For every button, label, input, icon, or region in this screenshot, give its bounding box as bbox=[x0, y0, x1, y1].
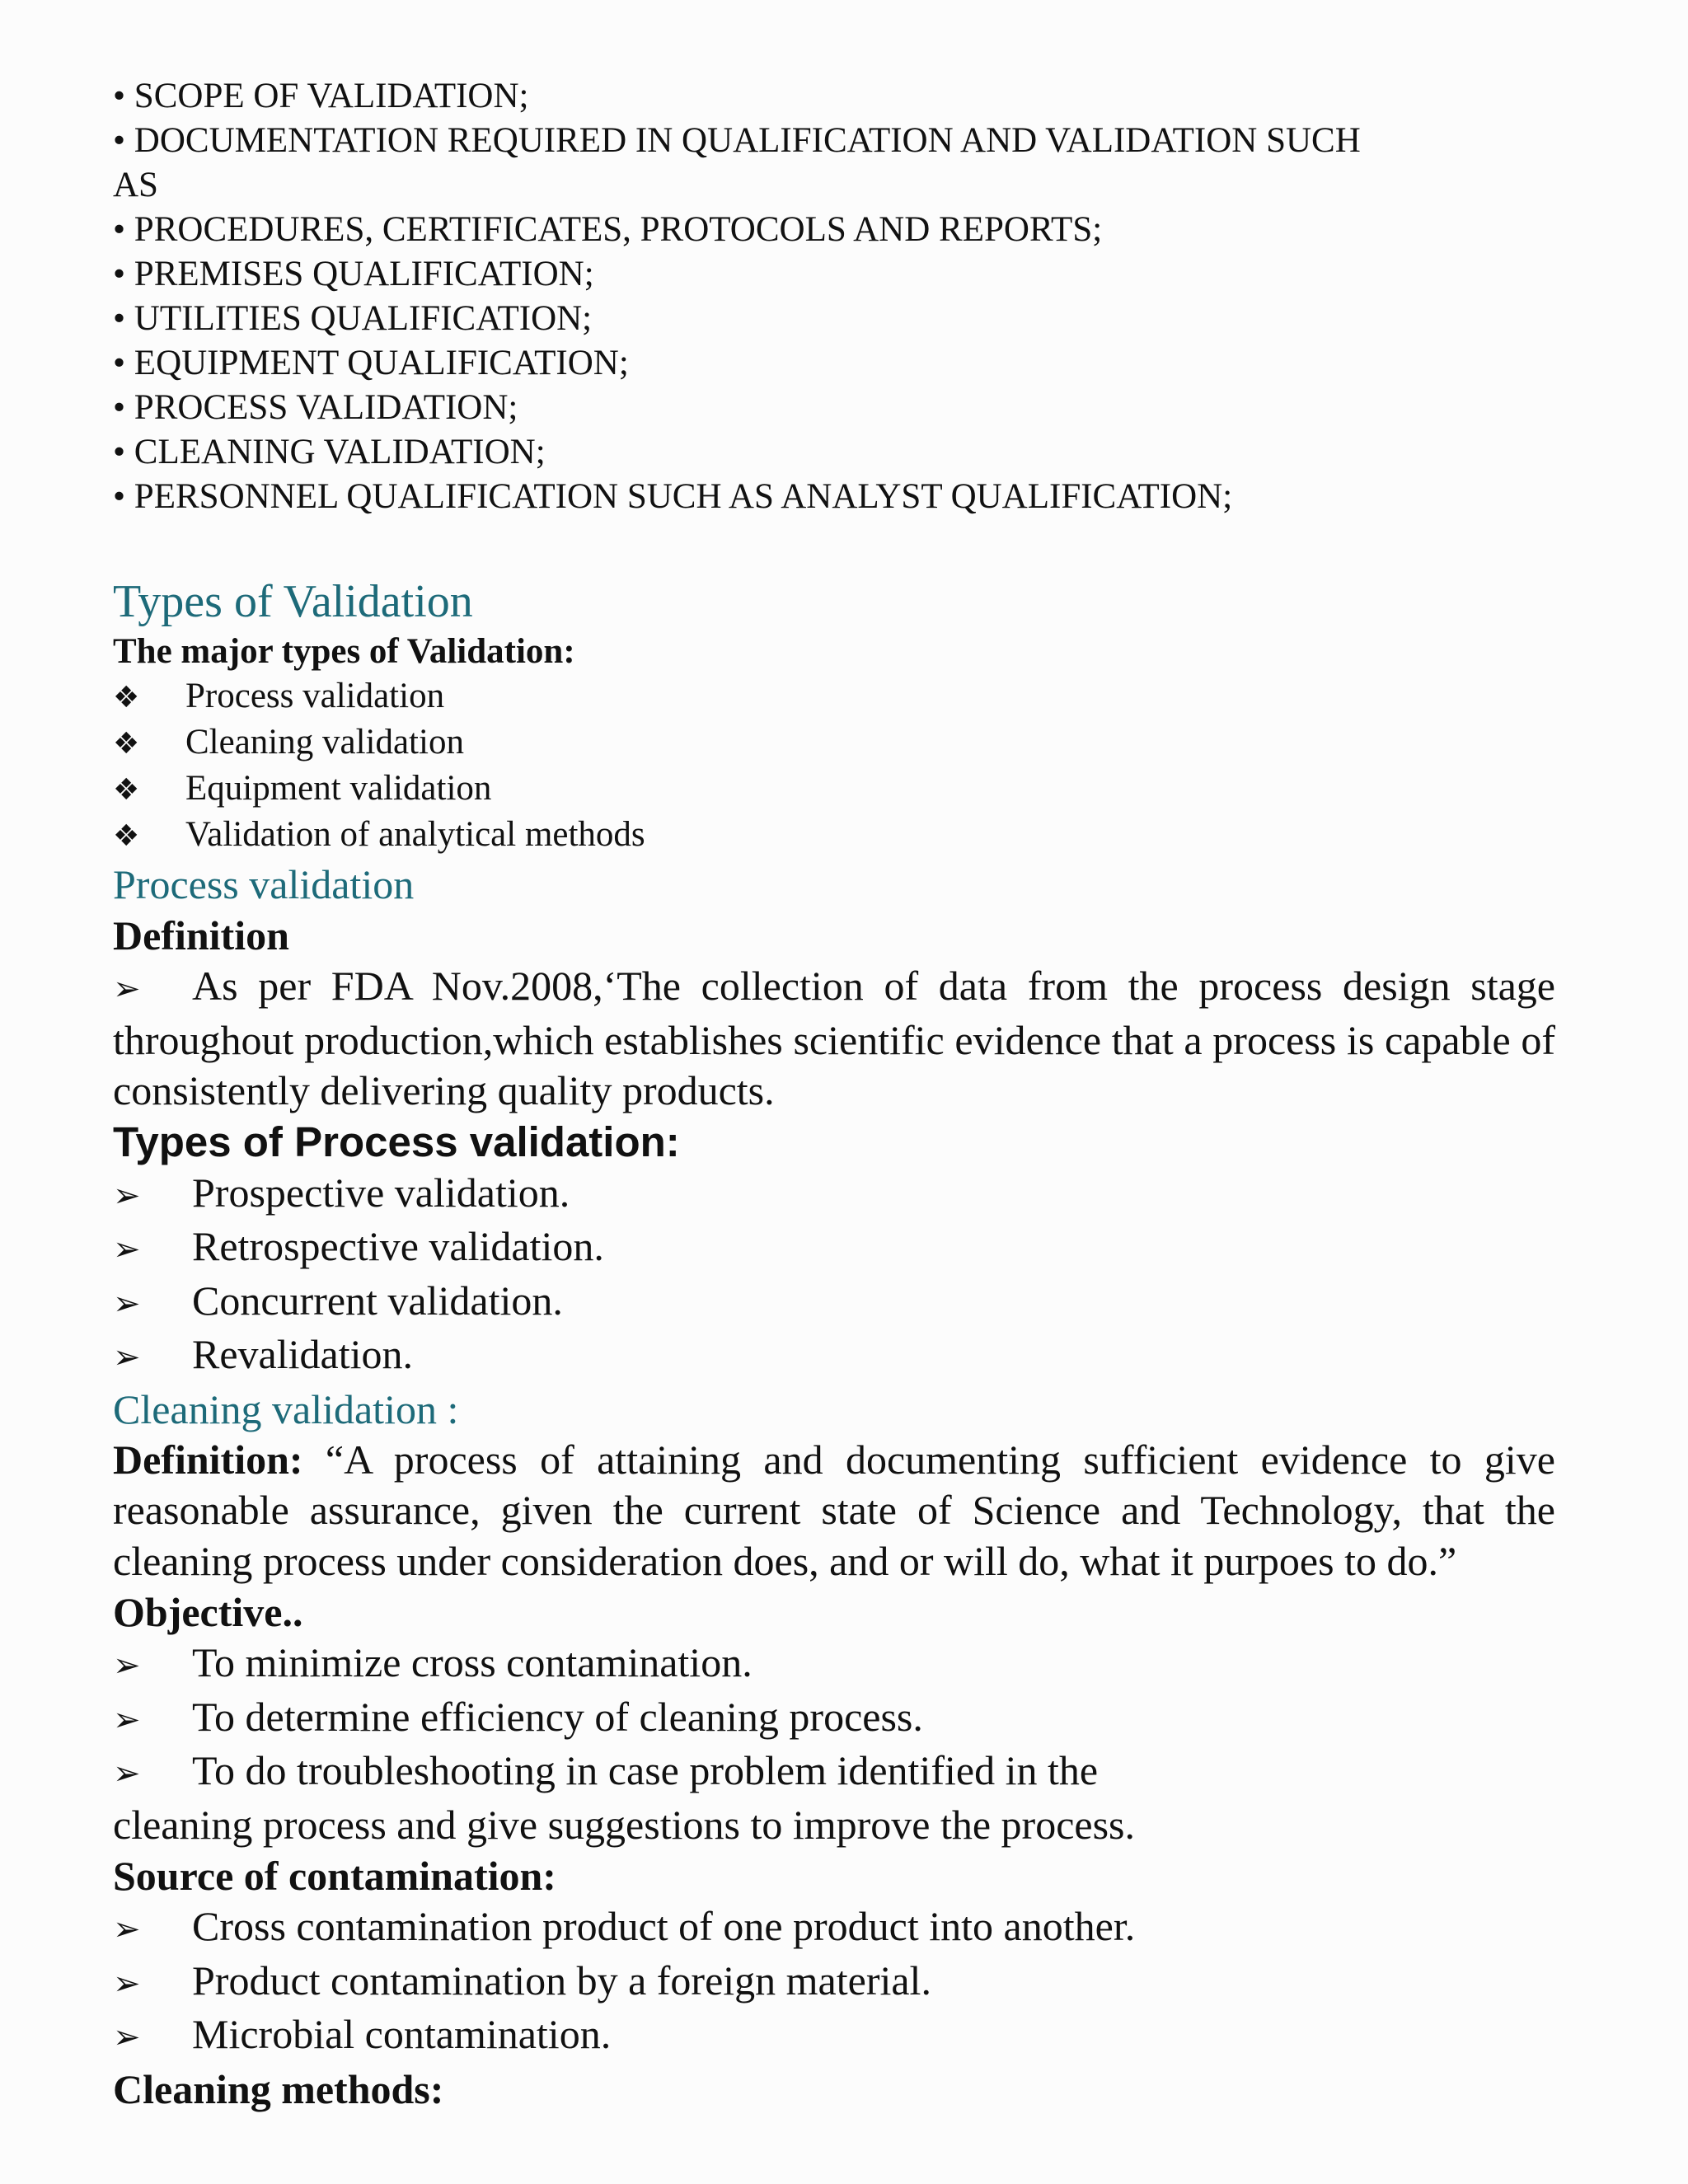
scope-item: • SCOPE OF VALIDATION; bbox=[113, 77, 529, 115]
types-of-validation-heading: Types of Validation bbox=[113, 576, 473, 627]
list-item bbox=[113, 766, 1555, 813]
document-page bbox=[113, 74, 1555, 2115]
arrow-bullet-icon: ➢ bbox=[113, 1964, 141, 2003]
list-item bbox=[113, 2009, 1555, 2064]
objective-label: Objective.. bbox=[113, 1589, 303, 1635]
list-item-label: Product contamination by a foreign material. bbox=[192, 1957, 931, 2004]
list-item bbox=[113, 813, 1555, 859]
source-of-contamination-label: Source of contamination: bbox=[113, 1853, 556, 1899]
process-validation-types-list bbox=[113, 1168, 1555, 1384]
list-item bbox=[113, 1746, 1555, 1800]
list-item-label: Revalidation. bbox=[192, 1331, 413, 1377]
diamond-bullet-icon: ❖ bbox=[113, 773, 140, 807]
scope-item: • PERSONNEL QUALIFICATION SUCH AS ANALYST QUALIFICATION; bbox=[113, 477, 1233, 516]
cleaning-validation-heading: Cleaning validation : bbox=[113, 1385, 459, 1432]
sources-list bbox=[113, 1901, 1555, 2064]
scope-item: • PREMISES QUALIFICATION; bbox=[113, 255, 594, 293]
list-item-label: Process validation bbox=[185, 677, 445, 715]
arrow-bullet-icon: ➢ bbox=[113, 1910, 141, 1948]
arrow-bullet-icon: ➢ bbox=[113, 1338, 141, 1376]
definition-label: Definition bbox=[113, 912, 289, 958]
scope-item: • DOCUMENTATION REQUIRED IN QUALIFICATION AND VALIDATION SUCH bbox=[113, 121, 1361, 160]
validation-types-list bbox=[113, 674, 1555, 859]
list-item bbox=[113, 1168, 1555, 1222]
scope-item: • CLEANING VALIDATION; bbox=[113, 433, 546, 471]
arrow-bullet-icon: ➢ bbox=[113, 1755, 141, 1793]
scope-item: AS bbox=[113, 166, 158, 204]
process-validation-heading: Process validation bbox=[113, 861, 415, 907]
arrow-bullet-icon: ➢ bbox=[113, 1176, 141, 1215]
diamond-bullet-icon: ❖ bbox=[113, 727, 140, 761]
list-item-label: To minimize cross contamination. bbox=[192, 1639, 753, 1685]
definition-text: “A process of attaining and documenting sufficient evidence to give reasonable assurance, given the current state of Science and Technology, that the cleaning process under consideration does, and or will do, what it purpoes to do.” bbox=[113, 1436, 1555, 1584]
types-of-process-validation-heading: Types of Process validation: bbox=[113, 1118, 680, 1165]
arrow-bullet-icon: ➢ bbox=[113, 1284, 141, 1323]
scope-item: • PROCESS VALIDATION; bbox=[113, 388, 518, 427]
definition-label: Definition: bbox=[113, 1436, 303, 1483]
diamond-bullet-icon: ❖ bbox=[113, 819, 140, 853]
cleaning-validation-definition bbox=[113, 1435, 1555, 1587]
definition-text: As per FDA Nov.2008,‘The collection of data from the process design stage throughout production,which establishes scientific evidence that a process is capable of consistently delivering quality products. bbox=[113, 963, 1555, 1113]
cleaning-methods-label: Cleaning methods: bbox=[113, 2065, 444, 2112]
major-types-intro: The major types of Validation: bbox=[113, 632, 575, 671]
scope-list bbox=[113, 74, 1555, 519]
scope-item: • PROCEDURES, CERTIFICATES, PROTOCOLS AND REPORTS; bbox=[113, 210, 1103, 249]
arrow-bullet-icon: ➢ bbox=[113, 2018, 141, 2056]
list-item-label: Microbial contamination. bbox=[192, 2011, 612, 2057]
list-item bbox=[113, 1329, 1555, 1384]
list-item-label: Concurrent validation. bbox=[192, 1277, 563, 1324]
list-item bbox=[113, 1638, 1555, 1692]
diamond-bullet-icon: ❖ bbox=[113, 681, 140, 715]
list-item bbox=[113, 1276, 1555, 1330]
process-validation-definition bbox=[113, 961, 1555, 1117]
objective-continuation: cleaning process and give suggestions to improve the process. bbox=[113, 1801, 1135, 1848]
arrow-bullet-icon: ➢ bbox=[113, 1647, 141, 1685]
list-item bbox=[113, 720, 1555, 766]
list-item-label: Retrospective validation. bbox=[192, 1223, 604, 1269]
list-item-label: To determine efficiency of cleaning process. bbox=[192, 1693, 923, 1740]
list-item-label: To do troubleshooting in case problem identified in the bbox=[192, 1747, 1099, 1793]
arrow-bullet-icon: ➢ bbox=[113, 1230, 141, 1268]
list-item bbox=[113, 1221, 1555, 1276]
list-item-label: Prospective validation. bbox=[192, 1169, 570, 1216]
arrow-bullet-icon: ➢ bbox=[113, 1700, 141, 1739]
list-item-label: Equipment validation bbox=[185, 769, 492, 808]
list-item-label: Cleaning validation bbox=[185, 723, 464, 762]
objectives-list bbox=[113, 1638, 1555, 1850]
arrow-bullet-icon: ➢ bbox=[113, 970, 141, 1008]
list-item bbox=[113, 674, 1555, 720]
list-item-label: Cross contamination product of one product into another. bbox=[192, 1903, 1136, 1949]
list-item-label: Validation of analytical methods bbox=[185, 815, 645, 854]
list-item bbox=[113, 1692, 1555, 1746]
scope-item: • UTILITIES QUALIFICATION; bbox=[113, 299, 593, 338]
list-item bbox=[113, 1956, 1555, 2010]
list-item bbox=[113, 1901, 1555, 1956]
scope-item: • EQUIPMENT QUALIFICATION; bbox=[113, 344, 629, 382]
